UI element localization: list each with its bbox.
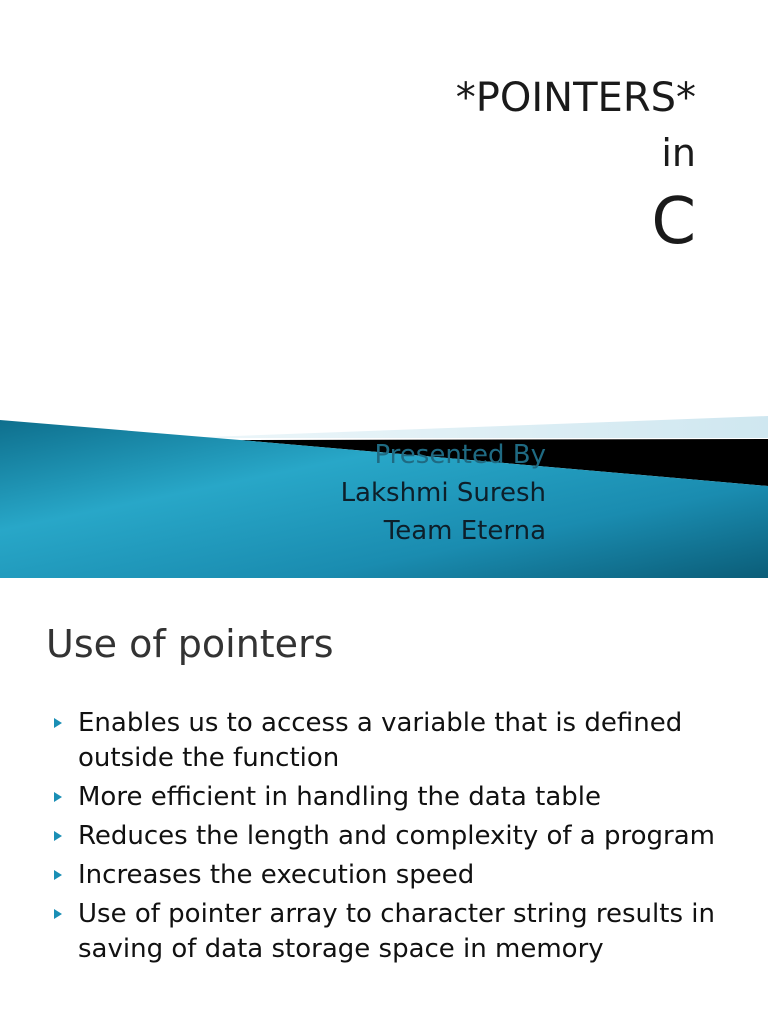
bullet-text: More efficient in handling the data table: [78, 782, 601, 812]
bullet-item: [52, 897, 742, 967]
presenter-team: Team Eterna: [383, 516, 546, 546]
triangle-bullet-icon: [54, 718, 62, 728]
bullet-list: [52, 706, 742, 971]
slide-title: Use of pointers: [46, 622, 334, 666]
slide-divider: [0, 578, 768, 602]
triangle-bullet-icon: [54, 909, 62, 919]
bullet-item: [52, 819, 742, 854]
bullet-text: Increases the execution speed: [78, 860, 475, 890]
triangle-bullet-icon: [54, 792, 62, 802]
presenter-block: [341, 436, 546, 550]
triangle-bullet-icon: [54, 870, 62, 880]
triangle-bullet-icon: [54, 831, 62, 841]
title-line-in: in: [661, 131, 696, 175]
bullet-text: Enables us to access a variable that is defined outside the function: [78, 708, 683, 773]
bullet-text: Reduces the length and complexity of a program: [78, 821, 715, 851]
bullet-item: [52, 706, 742, 776]
bullet-text: Use of pointer array to character string results in saving of data storage space in memory: [78, 899, 715, 964]
bullet-item: [52, 858, 742, 893]
presenter-name: Lakshmi Suresh: [340, 478, 546, 508]
presenter-label: Presented By: [374, 440, 546, 470]
banner-light-strip: [180, 416, 768, 438]
content-slide: [0, 602, 768, 1024]
title-line-pointers: *POINTERS*: [455, 75, 696, 121]
title-line-c: C: [651, 185, 696, 259]
bullet-item: [52, 780, 742, 815]
